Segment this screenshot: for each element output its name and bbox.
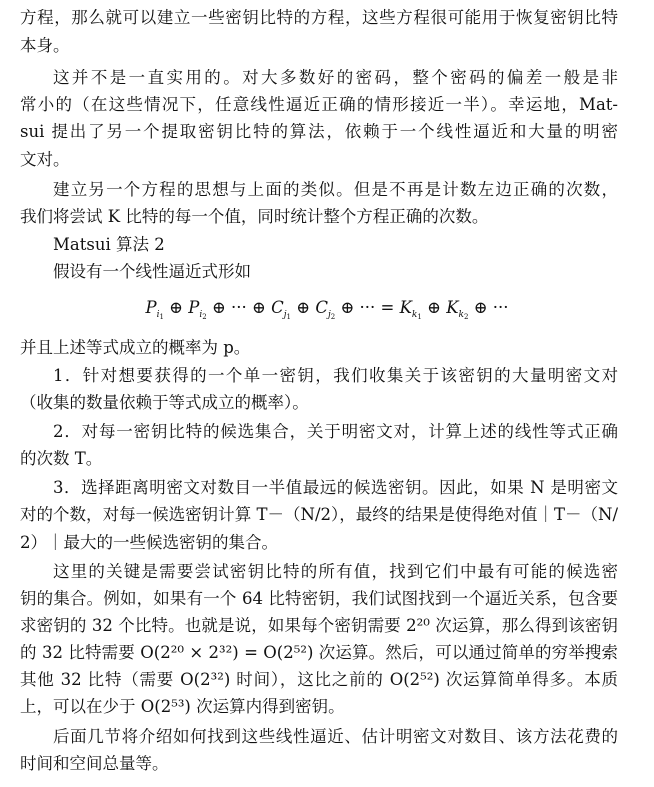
list-item: 1．针对想要获得的一个单一密钥，我们收集关于该密钥的大量明密文对 xyxy=(53,366,618,385)
text-line: 并且上述等式成立的概率为 p。 xyxy=(20,338,251,357)
text-line: （收集的数量依赖于等式成立的概率）。 xyxy=(20,393,309,412)
text-line: 本身。 xyxy=(20,36,70,55)
text-line: 我们将尝试 K 比特的每一个值，同时统计整个方程正确的次数。 xyxy=(20,207,489,226)
text-line: 文对。 xyxy=(20,150,70,169)
formula: $P_{i_1}$ ⊕ $P_{i_2}$ ⊕ ··· ⊕ $C_{j_1}$ ⊕ $C_{j_2}$ ⊕ ··· = $K_{k_1}$ ⊕ $K_{k_2}$ ⊕ ··· xyxy=(145,298,509,321)
text-line: sui 提出了另一个提取密钥比特的算法，依赖于一个线性逼近和大量的明密 xyxy=(20,122,618,141)
list-item: 2．对每一密钥比特的候选集合，关于明密文对，计算上述的线性等式正确 xyxy=(53,422,618,441)
text-line: 的 32 比特需要 O(2²⁰ × 2³²) = O(2⁵²) 次运算。然后，可以通过简单的穷举搜索 xyxy=(20,643,618,662)
text-line: 这里的关键是需要尝试密钥比特的所有值，找到它们中最有可能的候选密 xyxy=(53,562,618,581)
text-line: 2）｜最大的一些候选密钥的集合。 xyxy=(20,533,278,552)
text-line: 上，可以在少于 O(2⁵³) 次运算内得到密钥。 xyxy=(20,697,345,716)
text-line: 钥的集合。例如，如果有一个 64 比特密钥，我们试图找到一个逼近关系，包含要 xyxy=(20,589,618,608)
text-line: 假设有一个线性逼近式形如 xyxy=(53,262,251,281)
text-line: 对的个数，对每一候选密钥计算 T－（N/2），最终的结果是使得绝对值｜T－（N/ xyxy=(20,505,618,524)
text-line: 后面几节将介绍如何找到这些线性逼近、估计明密文对数目、该方法花费的 xyxy=(53,727,618,746)
text-line: 时间和空间总量等。 xyxy=(20,754,169,773)
text-line: 方程，那么就可以建立一些密钥比特的方程，这些方程很可能用于恢复密钥比特 xyxy=(20,8,618,27)
text-line: 这并不是一直实用的。对大多数好的密码，整个密码的偏差一般是非 xyxy=(53,68,618,87)
text-line: 常小的（在这些情况下，任意线性逼近正确的情形接近一半）。幸运地，Mat- xyxy=(20,95,618,114)
algorithm-title: Matsui 算法 2 xyxy=(53,235,165,254)
text-line: 其他 32 比特（需要 O(2³²) 时间），这比之前的 O(2⁵²) 次运算简单得多。本质 xyxy=(20,670,618,689)
text-line: 建立另一个方程的思想与上面的类似。但是不再是计数左边正确的次数， xyxy=(53,180,618,199)
text-line: 的次数 T。 xyxy=(20,449,103,468)
list-item: 3．选择距离明密文对数目一半值最远的候选密钥。因此，如果 N 是明密文 xyxy=(53,478,618,497)
text-line: 求密钥的 32 个比特。也就是说，如果每个密钥需要 2²⁰ 次运算，那么得到该密钥 xyxy=(20,616,618,635)
